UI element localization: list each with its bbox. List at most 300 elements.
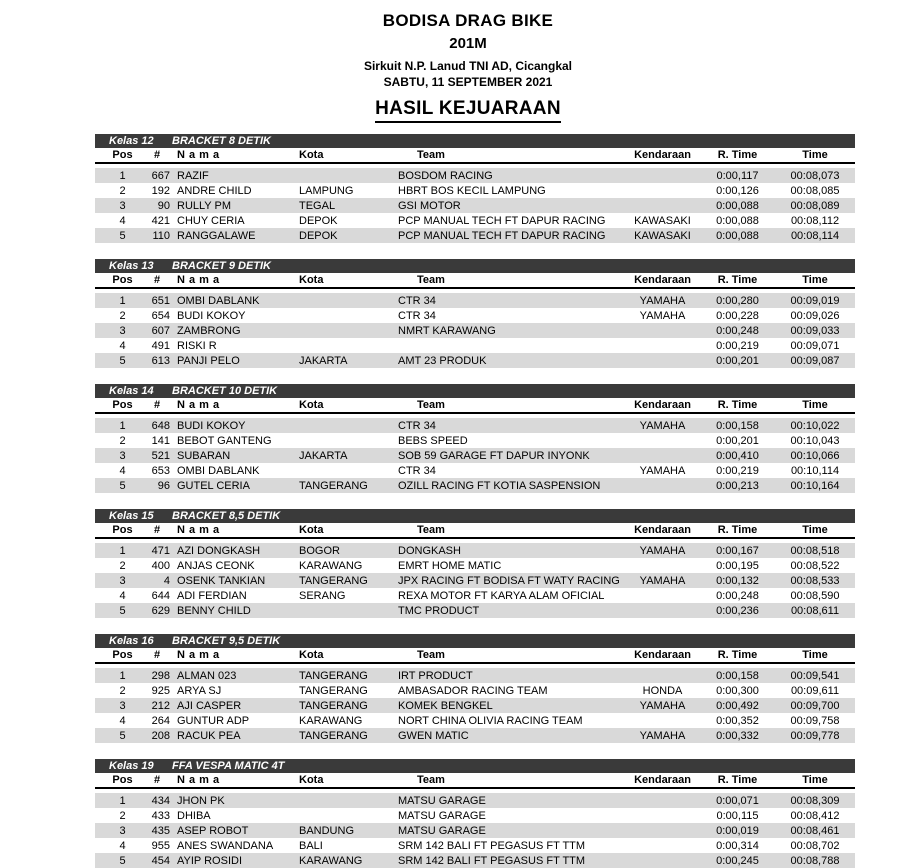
cell-kota (298, 308, 397, 323)
class-label: Kelas 13 (109, 260, 154, 272)
column-header-pos: Pos (95, 773, 150, 788)
column-header-rtime: R. Time (700, 523, 775, 538)
cell-rtime: 0:00,115 (716, 809, 759, 822)
column-header-rtime: R. Time (700, 148, 775, 163)
column-header-kend: Kendaraan (625, 773, 700, 788)
bracket-label: BRACKET 9 DETIK (172, 260, 272, 272)
cell-kend: YAMAHA (639, 419, 686, 432)
cell-num: 96 (157, 479, 170, 492)
cell-team: REXA MOTOR FT KARYA ALAM OFICIAL (398, 589, 605, 602)
column-header-row (95, 148, 855, 163)
cell-kend: KAWASAKI (634, 229, 691, 242)
column-header-kota: Kota (298, 773, 397, 788)
cell-rtime: 0:00,019 (716, 824, 759, 837)
cell-nama: ZAMBRONG (177, 324, 241, 337)
cell-kend (625, 558, 700, 573)
column-header-kota: Kota (298, 148, 397, 163)
cell-time: 00:08,073 (790, 169, 840, 182)
column-header-team: Team (397, 148, 625, 163)
cell-kota: SERANG (299, 589, 346, 602)
column-header-nama: N a m a (175, 648, 298, 663)
cell-rtime: 0:00,492 (716, 699, 759, 712)
cell-kend (625, 183, 700, 198)
section-title: HASIL KEJUARAAN (375, 98, 561, 123)
cell-team: BEBS SPEED (398, 434, 468, 447)
cell-rtime: 0:00,280 (716, 294, 759, 307)
cell-pos: 3 (119, 324, 126, 337)
cell-num: 208 (151, 729, 170, 742)
results-table (95, 398, 855, 493)
cell-num: 651 (151, 294, 170, 307)
cell-team: SOB 59 GARAGE FT DAPUR INYONK (398, 449, 590, 462)
cell-num: 110 (152, 229, 170, 242)
class-header-bar (95, 134, 855, 148)
class-label: Kelas 19 (109, 760, 154, 772)
cell-pos: 5 (119, 604, 126, 617)
class-header-bar (95, 759, 855, 773)
cell-time: 00:10,043 (790, 434, 840, 447)
result-row (95, 728, 855, 743)
cell-kota: BALI (299, 839, 323, 852)
cell-team: CTR 34 (398, 294, 436, 307)
cell-rtime: 0:00,071 (716, 794, 759, 807)
result-row (95, 853, 855, 868)
cell-rtime: 0:00,245 (716, 854, 759, 867)
cell-kend: YAMAHA (639, 464, 686, 477)
cell-kend: YAMAHA (639, 544, 686, 557)
cell-time: 00:08,702 (790, 839, 840, 852)
cell-kota (298, 603, 397, 618)
cell-num: 925 (151, 684, 170, 697)
bracket-label: BRACKET 10 DETIK (172, 385, 278, 397)
cell-nama: OMBI DABLANK (177, 294, 260, 307)
cell-pos: 1 (119, 794, 126, 807)
cell-kend (625, 713, 700, 728)
cell-num: 400 (151, 559, 170, 572)
cell-pos: 3 (119, 574, 126, 587)
cell-pos: 2 (119, 684, 126, 697)
column-header-row (95, 398, 855, 413)
class-section (95, 759, 855, 868)
column-header-row (95, 773, 855, 788)
cell-num: 491 (151, 339, 170, 352)
column-header-rtime: R. Time (700, 648, 775, 663)
column-header-kend: Kendaraan (625, 273, 700, 288)
cell-num: 264 (151, 714, 170, 727)
column-header-team: Team (397, 773, 625, 788)
result-row (95, 793, 855, 808)
cell-nama: OMBI DABLANK (177, 464, 260, 477)
cell-kota: LAMPUNG (299, 184, 354, 197)
column-header-nama: N a m a (175, 148, 298, 163)
result-row (95, 183, 855, 198)
result-row (95, 543, 855, 558)
cell-pos: 1 (119, 294, 126, 307)
column-header-rtime: R. Time (700, 273, 775, 288)
column-header-rtime: R. Time (700, 773, 775, 788)
cell-num: 435 (151, 824, 170, 837)
cell-num: 298 (151, 669, 170, 682)
cell-kend (625, 448, 700, 463)
cell-nama: BUDI KOKOY (177, 309, 246, 322)
class-label: Kelas 14 (109, 385, 154, 397)
cell-num: 607 (151, 324, 170, 337)
class-header-bar (95, 509, 855, 523)
cell-kota (298, 433, 397, 448)
cell-time: 00:09,758 (790, 714, 840, 727)
column-header-nama: N a m a (175, 398, 298, 413)
bracket-label: BRACKET 9,5 DETIK (172, 635, 281, 647)
cell-nama: ANES SWANDANA (177, 839, 274, 852)
cell-pos: 5 (119, 229, 126, 242)
cell-kota: TANGERANG (299, 699, 368, 712)
class-section (95, 134, 855, 243)
cell-rtime: 0:00,219 (716, 339, 759, 352)
result-row (95, 668, 855, 683)
result-row (95, 588, 855, 603)
result-row (95, 293, 855, 308)
cell-nama: AYIP ROSIDI (177, 854, 243, 867)
cell-kend (625, 353, 700, 368)
cell-num: 4 (163, 574, 170, 587)
cell-kend (625, 588, 700, 603)
cell-kend (625, 198, 700, 213)
cell-time: 00:08,518 (790, 544, 840, 557)
cell-time: 00:08,522 (790, 559, 840, 572)
class-label: Kelas 15 (109, 510, 154, 522)
column-header-time: Time (775, 648, 855, 663)
cell-pos: 1 (119, 419, 126, 432)
cell-kota: KARAWANG (299, 854, 363, 867)
class-header-bar (95, 384, 855, 398)
cell-rtime: 0:00,300 (716, 684, 759, 697)
cell-nama: ASEP ROBOT (177, 824, 249, 837)
cell-num: 955 (151, 839, 170, 852)
column-header-kota: Kota (298, 273, 397, 288)
cell-kota (298, 323, 397, 338)
cell-num: 653 (151, 464, 170, 477)
cell-kend (625, 323, 700, 338)
cell-team: NORT CHINA OLIVIA RACING TEAM (398, 714, 583, 727)
cell-rtime: 0:00,314 (716, 839, 759, 852)
cell-kota: JAKARTA (299, 354, 348, 367)
result-row (95, 698, 855, 713)
cell-team (397, 338, 625, 353)
doc-header (88, 0, 848, 123)
result-row (95, 463, 855, 478)
cell-team: NMRT KARAWANG (398, 324, 496, 337)
cell-rtime: 0:00,410 (716, 449, 759, 462)
result-row (95, 713, 855, 728)
result-row (95, 478, 855, 493)
result-row (95, 573, 855, 588)
cell-kota (298, 293, 397, 308)
class-section (95, 509, 855, 618)
cell-time: 00:08,412 (790, 809, 840, 822)
results-table (95, 773, 855, 868)
cell-time: 00:09,019 (790, 294, 840, 307)
class-label: Kelas 12 (109, 135, 154, 147)
cell-kota: KARAWANG (299, 714, 363, 727)
cell-rtime: 0:00,213 (716, 479, 759, 492)
column-header-time: Time (775, 273, 855, 288)
cell-time: 00:10,022 (790, 419, 840, 432)
cell-kota: KARAWANG (299, 559, 363, 572)
cell-nama: GUNTUR ADP (177, 714, 250, 727)
cell-rtime: 0:00,236 (716, 604, 759, 617)
cell-team: SRM 142 BALI FT PEGASUS FT TTM (398, 854, 586, 867)
cell-kend: YAMAHA (639, 309, 686, 322)
cell-num: 212 (151, 699, 170, 712)
column-header-num: # (150, 273, 175, 288)
cell-team: CTR 34 (398, 309, 436, 322)
column-header-kend: Kendaraan (625, 398, 700, 413)
cell-team: HBRT BOS KECIL LAMPUNG (398, 184, 546, 197)
cell-kota (298, 338, 397, 353)
column-header-kend: Kendaraan (625, 148, 700, 163)
column-header-num: # (150, 773, 175, 788)
cell-nama: ADI FERDIAN (177, 589, 247, 602)
cell-rtime: 0:00,195 (716, 559, 759, 572)
cell-team: SRM 142 BALI FT PEGASUS FT TTM (398, 839, 586, 852)
cell-nama: JHON PK (177, 794, 225, 807)
cell-time: 00:08,089 (790, 199, 840, 212)
results-table (95, 523, 855, 618)
cell-nama: AZI DONGKASH (177, 544, 261, 557)
result-row (95, 418, 855, 433)
cell-nama: CHUY CERIA (177, 214, 245, 227)
cell-kota: TANGERANG (299, 574, 368, 587)
column-header-num: # (150, 148, 175, 163)
cell-rtime: 0:00,332 (716, 729, 759, 742)
result-row (95, 323, 855, 338)
cell-num: 434 (151, 794, 170, 807)
cell-team: CTR 34 (398, 419, 436, 432)
cell-pos: 3 (119, 824, 126, 837)
cell-pos: 1 (119, 169, 126, 182)
result-row (95, 228, 855, 243)
class-header-bar (95, 634, 855, 648)
cell-time: 00:08,085 (790, 184, 840, 197)
cell-pos: 4 (119, 339, 126, 352)
cell-team: PCP MANUAL TECH FT DAPUR RACING (398, 229, 606, 242)
result-row (95, 213, 855, 228)
column-header-team: Team (397, 398, 625, 413)
cell-num: 141 (151, 434, 170, 447)
cell-rtime: 0:00,248 (716, 324, 759, 337)
cell-rtime: 0:00,352 (716, 714, 759, 727)
cell-time: 00:09,026 (790, 309, 840, 322)
column-header-kend: Kendaraan (625, 523, 700, 538)
cell-rtime: 0:00,167 (716, 544, 759, 557)
cell-pos: 3 (119, 699, 126, 712)
cell-rtime: 0:00,126 (716, 184, 759, 197)
cell-nama: RACUK PEA (177, 729, 241, 742)
column-header-num: # (150, 648, 175, 663)
cell-kend: YAMAHA (639, 699, 686, 712)
cell-kend (625, 478, 700, 493)
results-table (95, 148, 855, 243)
cell-team: EMRT HOME MATIC (398, 559, 502, 572)
cell-rtime: 0:00,248 (716, 589, 759, 602)
cell-kota (298, 168, 397, 183)
cell-kend (625, 808, 700, 823)
results-table (95, 273, 855, 368)
result-row (95, 838, 855, 853)
cell-nama: DHIBA (177, 809, 211, 822)
bracket-label: FFA VESPA MATIC 4T (172, 760, 285, 772)
column-header-pos: Pos (95, 648, 150, 663)
cell-time: 00:09,700 (790, 699, 840, 712)
cell-kend (625, 793, 700, 808)
cell-pos: 4 (119, 589, 126, 602)
result-row (95, 338, 855, 353)
cell-nama: ANJAS CEONK (177, 559, 255, 572)
column-header-nama: N a m a (175, 773, 298, 788)
cell-team: PCP MANUAL TECH FT DAPUR RACING (398, 214, 606, 227)
column-header-num: # (150, 523, 175, 538)
cell-kota: TEGAL (299, 199, 336, 212)
cell-pos: 2 (119, 309, 126, 322)
cell-kota: JAKARTA (299, 449, 348, 462)
column-header-time: Time (775, 523, 855, 538)
cell-kend (625, 168, 700, 183)
cell-kota (298, 418, 397, 433)
cell-pos: 1 (119, 669, 126, 682)
cell-pos: 5 (119, 479, 126, 492)
cell-time: 00:09,541 (790, 669, 840, 682)
cell-nama: PANJI PELO (177, 354, 240, 367)
column-header-nama: N a m a (175, 523, 298, 538)
result-row (95, 558, 855, 573)
cell-kota: TANGERANG (299, 669, 368, 682)
cell-kend (625, 838, 700, 853)
cell-rtime: 0:00,158 (716, 419, 759, 432)
column-header-time: Time (775, 773, 855, 788)
cell-nama: BUDI KOKOY (177, 419, 246, 432)
cell-num: 648 (151, 419, 170, 432)
column-header-row (95, 523, 855, 538)
cell-kend: KAWASAKI (634, 214, 691, 227)
event-title: BODISA DRAG BIKE (382, 11, 554, 30)
results-tables (95, 134, 855, 868)
cell-num: 454 (151, 854, 170, 867)
bracket-label: BRACKET 8,5 DETIK (172, 510, 281, 522)
cell-time: 00:08,533 (790, 574, 840, 587)
cell-kend: YAMAHA (639, 574, 686, 587)
column-header-kota: Kota (298, 398, 397, 413)
cell-nama: RULLY PM (177, 199, 232, 212)
cell-num: 629 (151, 604, 170, 617)
cell-kend (625, 668, 700, 683)
column-header-num: # (150, 398, 175, 413)
cell-pos: 4 (119, 839, 126, 852)
cell-team: AMBASADOR RACING TEAM (398, 684, 548, 697)
cell-num: 471 (151, 544, 170, 557)
cell-time: 00:10,066 (790, 449, 840, 462)
cell-rtime: 0:00,132 (716, 574, 759, 587)
cell-num: 90 (157, 199, 170, 212)
cell-kota: BANDUNG (299, 824, 355, 837)
cell-team: JPX RACING FT BODISA FT WATY RACING (398, 574, 620, 587)
cell-rtime: 0:00,158 (716, 669, 759, 682)
cell-nama: RANGGALAWE (177, 229, 256, 242)
cell-team: CTR 34 (398, 464, 436, 477)
cell-num: 667 (151, 169, 170, 182)
cell-team: KOMEK BENGKEL (398, 699, 493, 712)
cell-team: AMT 23 PRODUK (398, 354, 487, 367)
cell-num: 421 (151, 214, 170, 227)
cell-team: MATSU GARAGE (398, 794, 486, 807)
result-row (95, 433, 855, 448)
column-header-pos: Pos (95, 273, 150, 288)
cell-team: GWEN MATIC (398, 729, 469, 742)
event-date: SABTU, 11 SEPTEMBER 2021 (383, 75, 553, 89)
cell-nama: ANDRE CHILD (177, 184, 252, 197)
cell-time: 00:08,590 (790, 589, 840, 602)
cell-nama: AJI CASPER (177, 699, 242, 712)
cell-team: MATSU GARAGE (398, 809, 486, 822)
class-label: Kelas 16 (109, 635, 154, 647)
bracket-label: BRACKET 8 DETIK (172, 135, 272, 147)
result-row (95, 823, 855, 838)
cell-nama: OSENK TANKIAN (177, 574, 266, 587)
cell-time: 00:08,309 (790, 794, 840, 807)
cell-time: 00:08,611 (790, 604, 840, 617)
cell-pos: 2 (119, 559, 126, 572)
result-row (95, 603, 855, 618)
cell-team: BOSDOM RACING (398, 169, 493, 182)
cell-team: DONGKASH (398, 544, 461, 557)
cell-num: 644 (151, 589, 170, 602)
cell-nama: SUBARAN (177, 449, 231, 462)
column-header-team: Team (397, 523, 625, 538)
cell-pos: 5 (119, 729, 126, 742)
section-title-wrap (88, 98, 848, 123)
column-header-kota: Kota (298, 523, 397, 538)
cell-pos: 4 (119, 214, 126, 227)
cell-num: 521 (151, 449, 170, 462)
cell-time: 00:09,611 (790, 684, 840, 697)
cell-team: MATSU GARAGE (398, 824, 486, 837)
cell-pos: 4 (119, 714, 126, 727)
cell-rtime: 0:00,088 (716, 229, 759, 242)
column-header-nama: N a m a (175, 273, 298, 288)
cell-nama: GUTEL CERIA (177, 479, 250, 492)
cell-pos: 2 (119, 434, 126, 447)
column-header-rtime: R. Time (700, 398, 775, 413)
event-distance: 201M (449, 35, 487, 52)
cell-kend: YAMAHA (639, 729, 686, 742)
cell-time: 00:10,164 (790, 479, 840, 492)
cell-kend: HONDA (642, 684, 683, 697)
results-table (95, 648, 855, 743)
cell-rtime: 0:00,228 (716, 309, 759, 322)
column-header-pos: Pos (95, 523, 150, 538)
column-header-team: Team (397, 273, 625, 288)
column-header-time: Time (775, 148, 855, 163)
cell-kend (625, 853, 700, 868)
cell-num: 654 (151, 309, 170, 322)
class-section (95, 384, 855, 493)
cell-kota: BOGOR (299, 544, 340, 557)
cell-rtime: 0:00,088 (716, 199, 759, 212)
cell-kend (625, 433, 700, 448)
result-row (95, 353, 855, 368)
cell-num: 433 (151, 809, 170, 822)
class-section (95, 634, 855, 743)
cell-kend (625, 823, 700, 838)
